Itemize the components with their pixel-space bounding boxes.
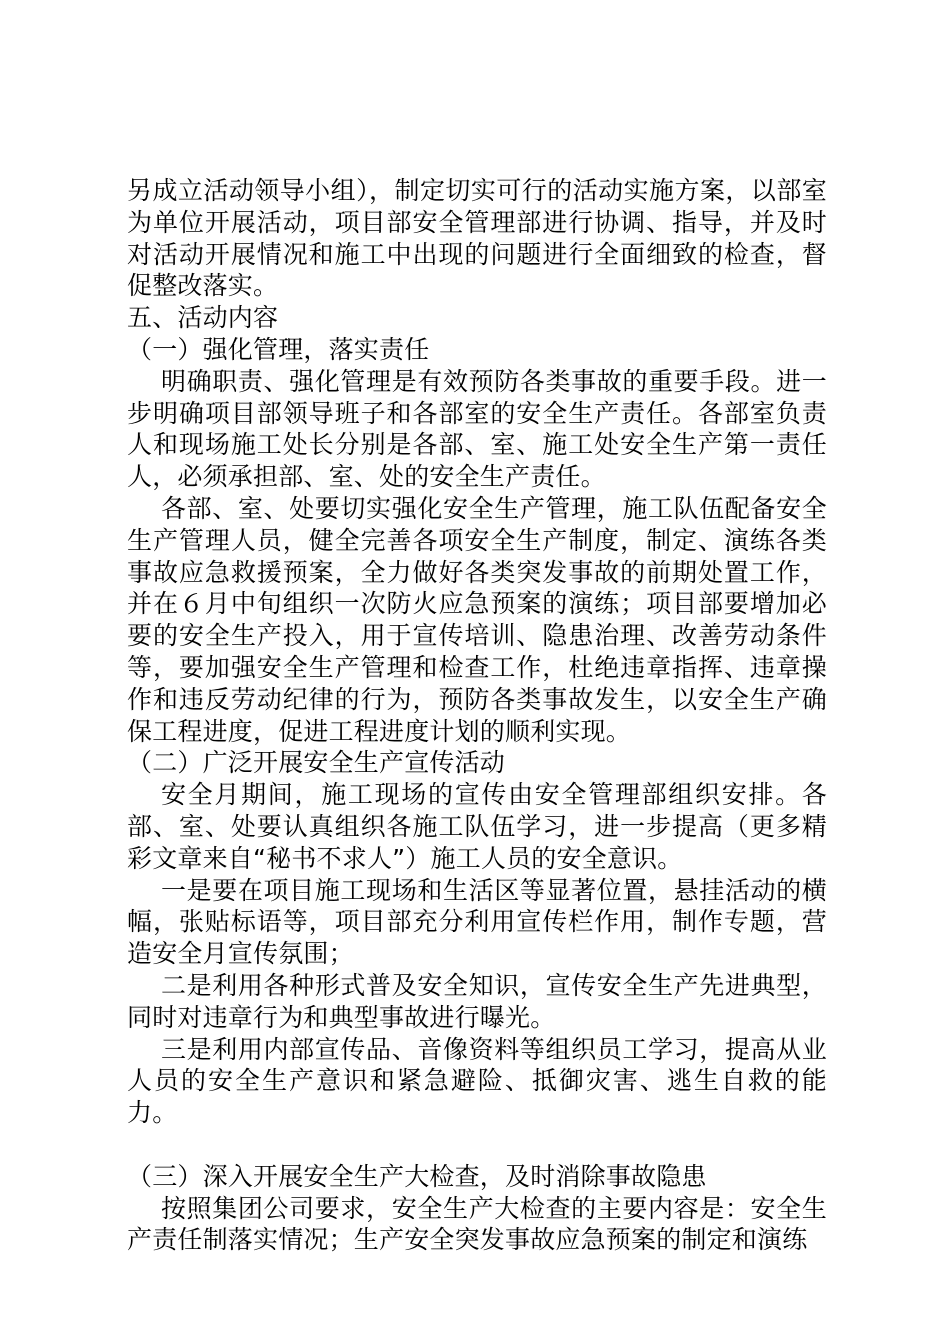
paragraph-responsibility: 明确职责、强化管理是有效预防各类事故的重要手段。进一步明确项目部领导班子和各部室的安全生产责任。各部室负责人和现场施工处长分别是各部、室、施工处安全生产第一责任人，必须承担部、室、处的安全生产责任。 bbox=[127, 366, 827, 492]
document-body bbox=[127, 175, 827, 1256]
subsection-heading-1: （一）强化管理，落实责任 bbox=[127, 334, 430, 364]
paragraph-item-one: 一是要在项目施工现场和生活区等显著位置，悬挂活动的横幅，张贴标语等，项目部充分利用宣传栏作用，制作专题，营造安全月宣传氛围； bbox=[127, 875, 827, 969]
subsection-heading-3: （三）深入开展安全生产大检查，及时消除事故隐患 bbox=[127, 1161, 707, 1191]
paragraph-publicity: 安全月期间，施工现场的宣传由安全管理部组织安排。各部、室、处要认真组织各施工队伍学习，进一步提高（更多精彩文章来自“秘书不求人”）施工人员的安全意识。 bbox=[127, 780, 827, 873]
subsection-heading-2: （二）广泛开展安全生产宣传活动 bbox=[127, 748, 506, 778]
paragraph-inspection: 按照集团公司要求，安全生产大检查的主要内容是：安全生产责任制落实情况；生产安全突发事故应急预案的制定和演练 bbox=[127, 1193, 827, 1255]
paragraph-management: 各部、室、处要切实强化安全生产管理，施工队伍配备安全生产管理人员，健全完善各项安全生产制度，制定、演练各类事故应急救援预案，全力做好各类突发事故的前期处置工作，并在６月中旬组织一次防火应急预案的演练；项目部要增加必要的安全生产投入，用于宣传培训、隐患治理、改善劳动条件等，要加强安全生产管理和检查工作，杜绝违章指挥、违章操作和违反劳动纪律的行为，预防各类事故发生，以安全生产确保工程进度，促进工程进度计划的顺利实现。 bbox=[127, 493, 827, 746]
paragraph-item-two: 二是利用各种形式普及安全知识，宣传安全生产先进典型，同时对违章行为和典型事故进行曝光。 bbox=[127, 970, 827, 1032]
blank-line bbox=[127, 1129, 827, 1161]
section-heading-activity-content: 五、活动内容 bbox=[127, 303, 279, 333]
paragraph-item-three: 三是利用内部宣传品、音像资料等组织员工学习，提高从业人员的安全生产意识和紧急避险、抵御灾害、逃生自救的能力。 bbox=[127, 1034, 827, 1128]
paragraph-continuation: 另成立活动领导小组），制定切实可行的活动实施方案，以部室为单位开展活动，项目部安全管理部进行协调、指导，并及时对活动开展情况和施工中出现的问题进行全面细致的检查，督促整改落实。 bbox=[127, 176, 827, 301]
